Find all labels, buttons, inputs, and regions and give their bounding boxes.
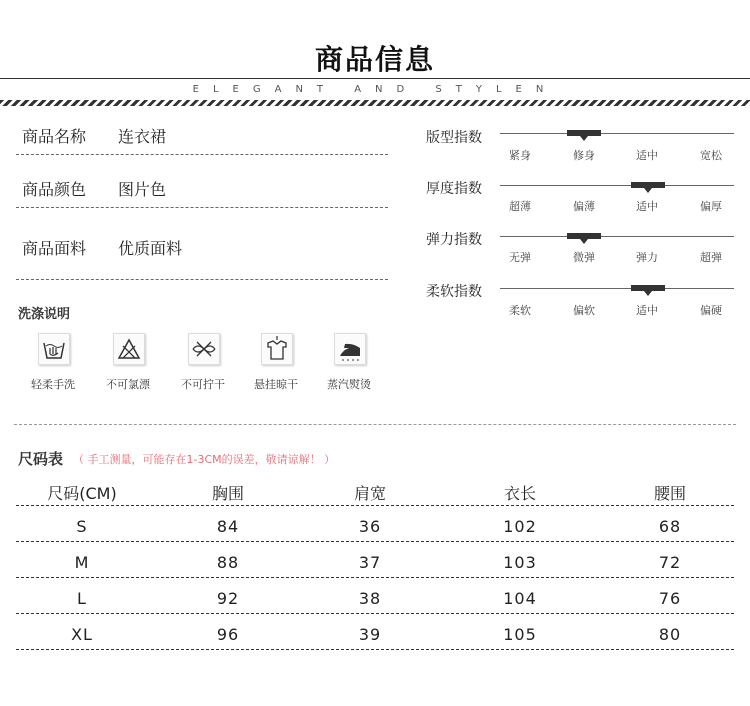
index-option: 超弹	[700, 251, 722, 264]
table-cell: M	[74, 553, 90, 572]
table-cell: 103	[503, 553, 537, 572]
info-divider	[16, 207, 388, 208]
table-cell: 37	[358, 553, 382, 572]
table-row-divider	[16, 541, 734, 542]
table-cell: S	[76, 517, 88, 536]
table-cell: 92	[216, 589, 240, 608]
table-cell: 84	[216, 517, 240, 536]
size-chart-note: （ 手工测量，可能存在1-3CM的误差，敬请谅解！ ）	[73, 453, 336, 466]
no-bleach-icon	[113, 333, 145, 365]
table-header: 肩宽	[353, 484, 386, 503]
table-row-divider	[16, 505, 734, 506]
index-fit-track	[500, 133, 734, 134]
table-header: 衣长	[503, 484, 536, 503]
table-cell: 36	[358, 517, 382, 536]
table-cell: 80	[658, 625, 682, 644]
table-cell: XL	[71, 625, 93, 644]
info-fabric-value: 优质面料	[118, 239, 183, 258]
table-cell: 104	[503, 589, 537, 608]
wash-label: 悬挂晾干	[254, 378, 298, 391]
hang-dry-icon	[261, 333, 293, 365]
index-option: 偏硬	[700, 304, 722, 317]
table-header: 胸围	[211, 484, 244, 503]
table-cell: 105	[503, 625, 537, 644]
index-softness-marker	[631, 285, 665, 291]
index-option: 超薄	[509, 200, 531, 213]
index-fit-marker	[567, 130, 601, 136]
index-thickness-label: 厚度指数	[426, 181, 482, 197]
index-option: 偏软	[573, 304, 595, 317]
wash-label: 不可拧干	[181, 378, 225, 391]
index-thickness-marker	[631, 182, 665, 188]
page-subtitle: ELEGANT AND STYLEN	[192, 84, 558, 95]
table-cell: L	[77, 589, 87, 608]
wash-label: 轻柔手洗	[31, 378, 75, 391]
index-option: 偏薄	[573, 200, 595, 213]
info-fabric-label: 商品面料	[22, 239, 87, 258]
table-cell: 96	[216, 625, 240, 644]
index-option: 适中	[636, 304, 658, 317]
table-cell: 68	[658, 517, 682, 536]
wash-label: 蒸汽熨烫	[327, 378, 371, 391]
info-color-label: 商品颜色	[22, 180, 87, 199]
table-header: 腰围	[653, 484, 686, 503]
header-rule	[0, 78, 750, 79]
index-option: 柔软	[509, 304, 531, 317]
index-option: 修身	[573, 149, 595, 162]
table-cell: 38	[358, 589, 382, 608]
info-color-value: 图片色	[118, 180, 167, 199]
table-cell: 88	[216, 553, 240, 572]
info-divider	[16, 279, 388, 280]
page-title: 商品信息	[314, 43, 435, 76]
steam-iron-icon	[334, 333, 366, 365]
index-option: 适中	[636, 200, 658, 213]
table-header: 尺码(CM)	[47, 484, 117, 503]
index-option: 紧身	[509, 149, 531, 162]
table-cell: 76	[658, 589, 682, 608]
index-option: 弹力	[636, 251, 658, 264]
index-softness-track	[500, 288, 734, 289]
index-option: 宽松	[700, 149, 722, 162]
index-fit-label: 版型指数	[426, 130, 482, 146]
no-wring-icon	[188, 333, 220, 365]
decorative-stripe	[0, 100, 750, 106]
table-row-divider	[16, 649, 734, 650]
index-option: 适中	[636, 149, 658, 162]
wash-label: 不可氯漂	[106, 378, 150, 391]
index-option: 无弹	[509, 251, 531, 264]
index-elasticity-label: 弹力指数	[426, 232, 482, 248]
index-option: 偏厚	[700, 200, 722, 213]
table-row-divider	[16, 577, 734, 578]
info-divider	[16, 154, 388, 155]
index-thickness-track	[500, 185, 734, 186]
section-divider	[14, 424, 736, 425]
hand-wash-icon	[38, 333, 70, 365]
table-cell: 39	[358, 625, 382, 644]
size-chart-title: 尺码表	[18, 450, 64, 468]
table-cell: 102	[503, 517, 537, 536]
index-elasticity-track	[500, 236, 734, 237]
info-name-value: 连衣裙	[118, 127, 167, 146]
wash-title: 洗涤说明	[18, 307, 71, 322]
index-softness-label: 柔软指数	[426, 284, 482, 300]
index-option: 微弹	[573, 251, 595, 264]
info-name-label: 商品名称	[22, 127, 87, 146]
table-row-divider	[16, 613, 734, 614]
table-cell: 72	[658, 553, 682, 572]
index-elasticity-marker	[567, 233, 601, 239]
